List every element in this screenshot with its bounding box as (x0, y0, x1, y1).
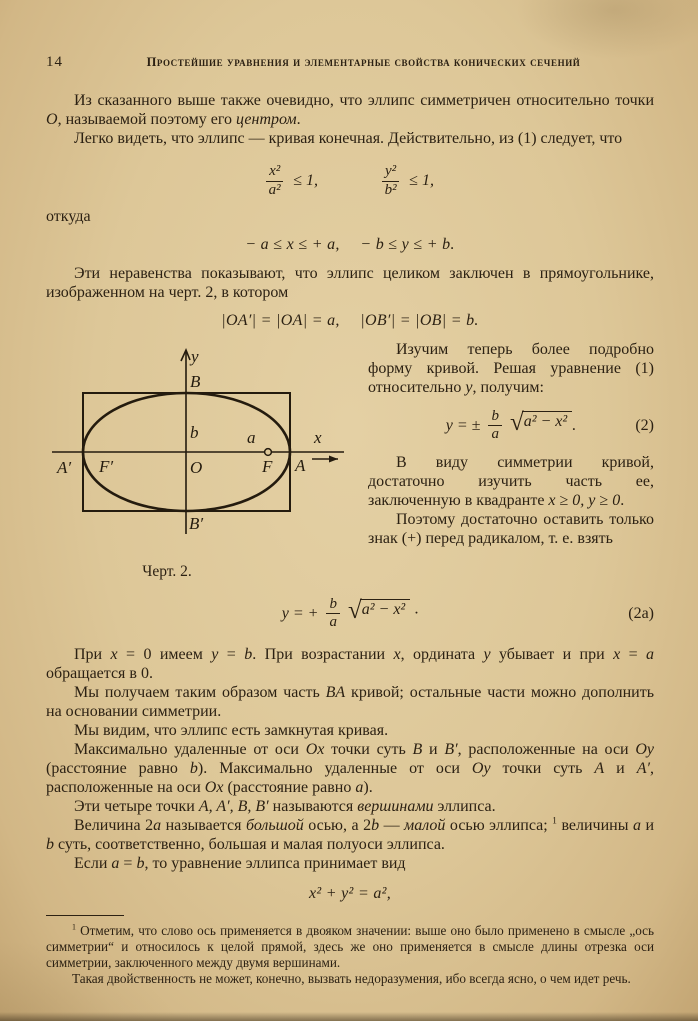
page-content (46, 54, 654, 987)
paragraph-max-distance: Максимально удаленные от оси Ox точки суть B и B′, расположенные на оси Oy (расстояние равно b). Максимально удаленные от оси Oy точки суть A и A′, расположенные на оси Ox (расстояние равно a). (46, 741, 655, 796)
paragraph-closed-curve: Мы видим, что эллипс есть замкнутая кривая. (74, 722, 389, 739)
paragraph-part-ba: Мы получаем таким образом часть BA кривой; остальные части можно дополнить на основании симметрии. (46, 684, 655, 720)
eq2a-tail: · (410, 604, 419, 622)
paragraph-symmetry-quadrant: В виду симметрии кривой, достаточно изучить часть ее, заключенную в квадранте x ≥ 0, y ≥ 0. (368, 454, 654, 509)
paragraph-study-form: Изучим теперь более подробно форму кривой. Решая уравнение (1) относительно y, получим: (368, 340, 654, 396)
eq2-fraction: $\frac{b}{a}$ (488, 409, 502, 444)
figure-and-text-section (46, 340, 654, 581)
figure-chert-2 (46, 340, 358, 581)
footnote-paragraph-2: Такая двойственность не может, конечно, вызвать недоразумения, ибо всегда ясно, о чем идет речь. (72, 971, 631, 986)
radical-sign: √ (509, 409, 524, 437)
paragraph-a-equals-b: Если a = b, то уравнение эллипса принимает вид (74, 855, 406, 872)
label-vertex-a-left: A′ (57, 457, 72, 477)
eq2a-radical: √ a² − x² (348, 599, 410, 622)
fraction-x2-a2: $\frac{\text{x²}}{\text{a²}}$ (266, 164, 283, 199)
running-title: Простейшие уравнения и элементарные свойства конических сечений (146, 55, 581, 69)
figure-caption: Черт. 2. (142, 562, 192, 580)
eq2-lhs: y = ± (445, 416, 481, 434)
paragraph-finite-curve: Легко видеть, что эллипс — кривая конечная. Действительно, из (1) следует, что (74, 130, 623, 147)
relation-2: ≤ 1, (409, 171, 434, 189)
eq2a-fraction: $\frac{b}{a}$ (326, 597, 340, 632)
paragraph-plus-sign: Поэтому достаточно оставить только знак (+) перед радикалом, т. е. взять (368, 511, 654, 547)
label-y-axis: y (191, 346, 199, 366)
paragraph-symmetry-center: Из сказанного выше также очевидно, что эллипс симметричен относительно точки O, называемой поэтому его центром. (46, 92, 654, 128)
relation-1: ≤ 1, (293, 171, 318, 189)
footnote-paragraph-1: $^1$ Отметим, что слово ось применяется в двояком значении: выше оно было применено в смысле „ось симметрии“ и относилось к целой прямой, здесь же оно применяется в смысле длины отрезка оси симметрии, заключенного между двумя вершинами. (46, 922, 654, 970)
circle-equation: x² + y² = a², (308, 885, 392, 902)
ellipse-diagram (46, 340, 358, 556)
eq2-tag: (2) (635, 416, 654, 434)
range-inequality: − a ≤ x ≤ + a, − b ≤ y ≤ + b. (245, 235, 455, 253)
label-vertex-a-right: A (295, 455, 306, 475)
paragraph-major-minor-axes: Величина 2a называется большой осью, а 2b — малой осью эллипса; $^1$ величины a и b суть, соответственно, большая и малая полуоси эллипса. (46, 815, 654, 853)
label-origin-o: O (190, 457, 203, 477)
footnote-section (46, 915, 654, 987)
running-head (46, 54, 654, 71)
radical-sign: √ (347, 597, 362, 625)
focus-point-f (265, 448, 272, 455)
label-x-axis: x (314, 427, 322, 447)
x-axis-arrowhead (329, 455, 338, 462)
label-vertex-b-top: B (190, 371, 201, 391)
equation-2 (368, 409, 654, 444)
equation-2a (46, 597, 654, 632)
eq2a-tag: (2a) (628, 604, 654, 622)
page-number: 14 (46, 54, 63, 70)
fraction-y2-b2: $\frac{\text{y²}}{\text{b²}}$ (382, 164, 399, 199)
word-otkuda: откуда (46, 207, 91, 225)
paragraph-rectangle: Эти неравенства показывают, что эллипс целиком заключен в прямоугольнике, изображенном на черт. 2, в котором (46, 264, 654, 301)
paragraph-four-vertices: Эти четыре точки A, A′, B, B′ называются вершинами эллипса. (74, 798, 496, 815)
label-vertex-b-bottom: B′ (189, 513, 204, 533)
inequality-fractions (46, 164, 654, 199)
label-focus-f-right: F (262, 456, 273, 476)
label-semiminor-b: b (190, 422, 199, 442)
right-text-column (368, 340, 654, 581)
label-focus-f-left: F′ (99, 456, 114, 476)
eq2-radical: √ a² − x² (510, 411, 572, 434)
rectangle-equation: |OA′| = |OA| = a, |OB′| = |OB| = b. (221, 311, 479, 329)
paragraph-x-zero: При x = 0 имеем y = b. При возрастании x, ордината y убывает и при x = a обращается в 0. (46, 646, 655, 682)
footnote-rule (46, 915, 124, 916)
label-semimajor-a: a (247, 427, 256, 447)
eq2-tail: . (572, 416, 577, 434)
eq2a-lhs: y = + (281, 604, 319, 622)
